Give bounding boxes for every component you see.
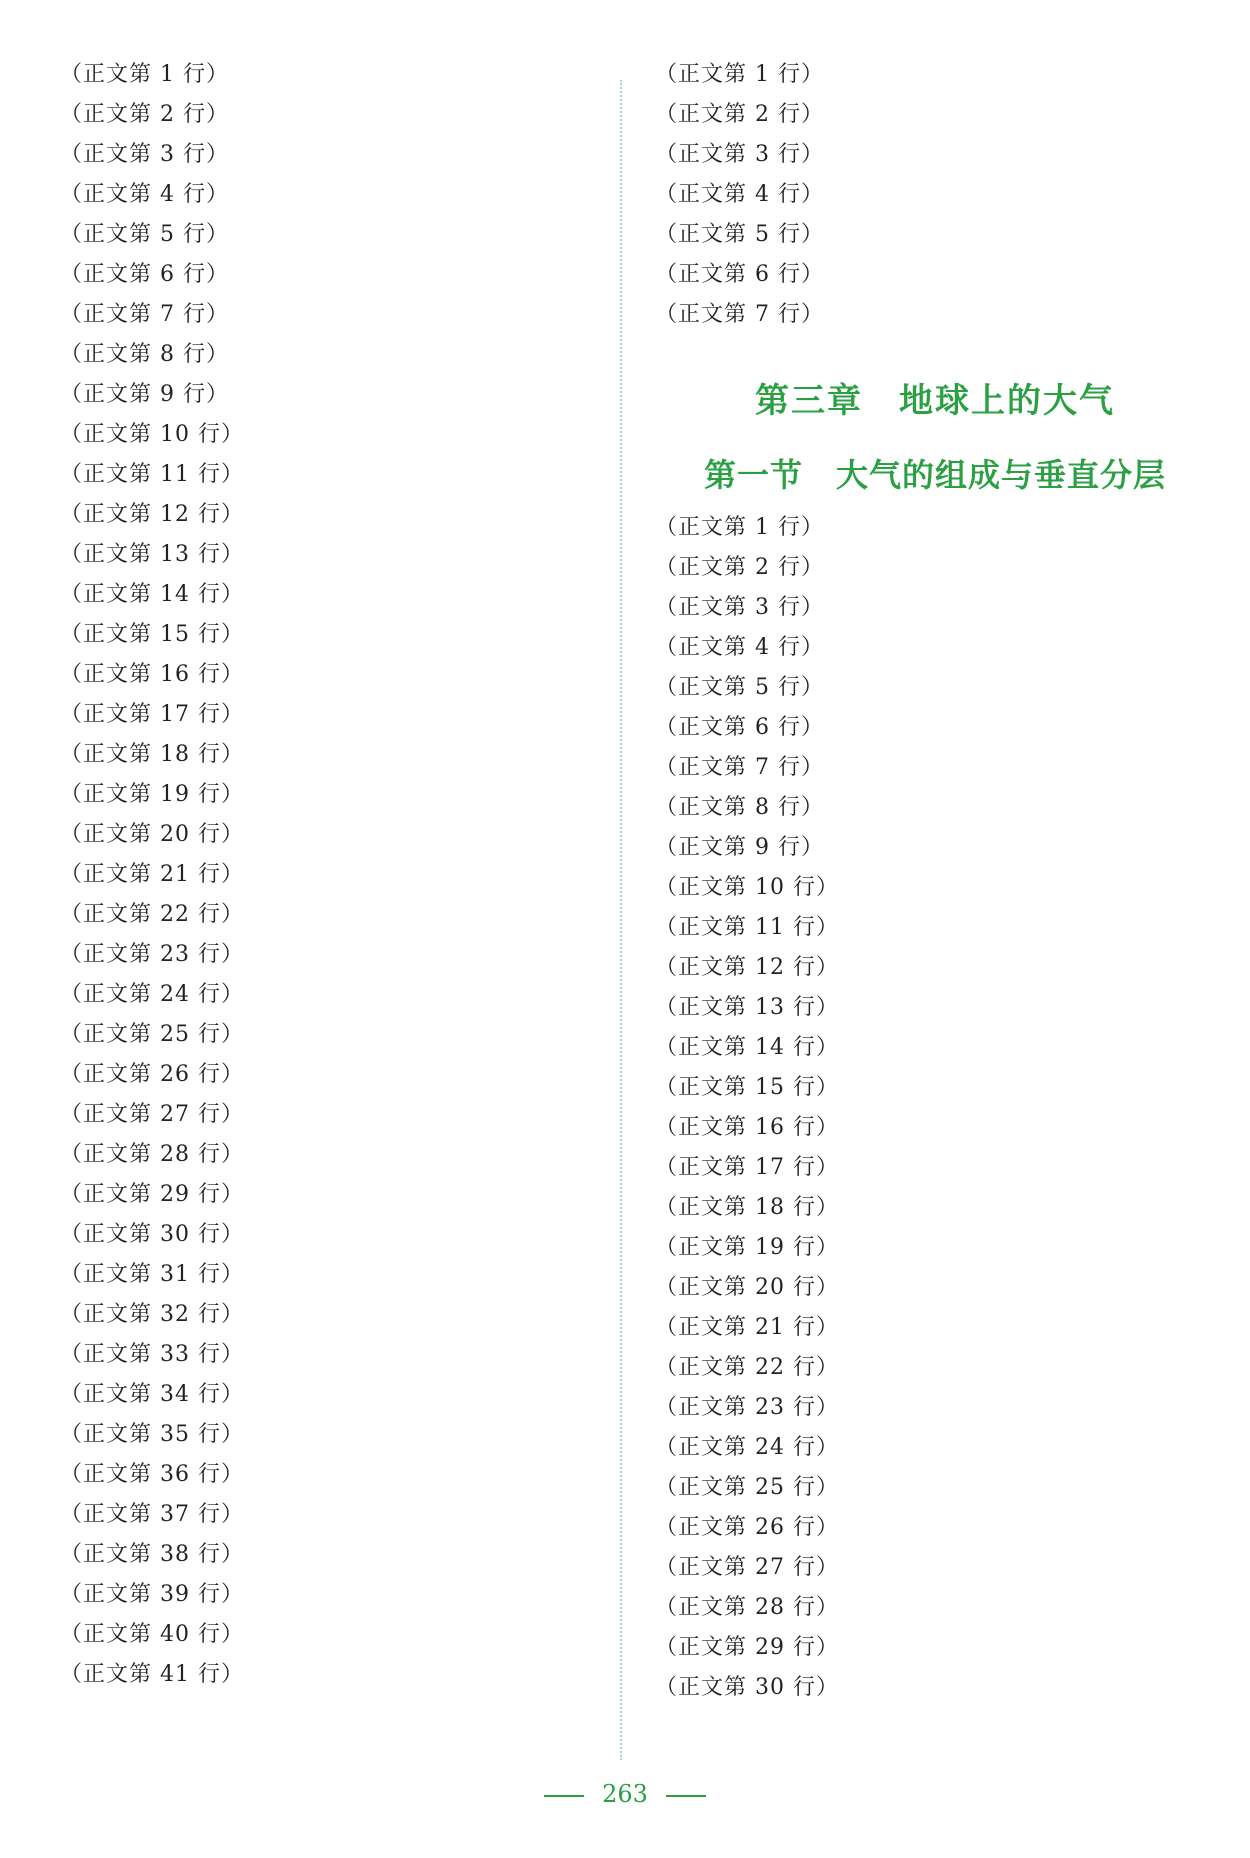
text-line: （正文第 3 行） (655, 142, 824, 167)
text-line: （正文第 31 行） (60, 1262, 244, 1287)
text-line: （正文第 28 行） (655, 1595, 839, 1620)
column-divider (620, 80, 622, 1760)
text-line: （正文第 27 行） (60, 1102, 244, 1127)
text-line: （正文第 4 行） (655, 182, 824, 207)
text-line: （正文第 20 行） (60, 822, 244, 847)
text-line: （正文第 12 行） (655, 955, 839, 980)
text-line: （正文第 11 行） (60, 462, 244, 487)
text-line: （正文第 33 行） (60, 1342, 244, 1367)
text-line: （正文第 7 行） (60, 302, 229, 327)
text-line: （正文第 10 行） (655, 875, 839, 900)
text-line: （正文第 22 行） (655, 1355, 839, 1380)
text-line: （正文第 8 行） (655, 795, 824, 820)
text-line: （正文第 6 行） (60, 262, 229, 287)
text-line: （正文第 18 行） (655, 1195, 839, 1220)
text-line: （正文第 16 行） (655, 1115, 839, 1140)
text-line: （正文第 14 行） (655, 1035, 839, 1060)
text-line: （正文第 15 行） (60, 622, 244, 647)
text-line: （正文第 7 行） (655, 755, 824, 780)
text-line: （正文第 30 行） (60, 1222, 244, 1247)
text-line: （正文第 5 行） (60, 222, 229, 247)
text-line: （正文第 15 行） (655, 1075, 839, 1100)
text-line: （正文第 35 行） (60, 1422, 244, 1447)
text-line: （正文第 29 行） (655, 1635, 839, 1660)
chapter-title: 第三章 地球上的大气 (755, 381, 1115, 421)
text-line: （正文第 2 行） (655, 555, 824, 580)
text-line: （正文第 17 行） (655, 1155, 839, 1180)
text-line: （正文第 5 行） (655, 675, 824, 700)
text-line: （正文第 19 行） (60, 782, 244, 807)
text-line: （正文第 11 行） (655, 915, 839, 940)
text-line: （正文第 9 行） (655, 835, 824, 860)
text-line: （正文第 27 行） (655, 1555, 839, 1580)
text-line: （正文第 1 行） (655, 515, 824, 540)
text-line: （正文第 7 行） (655, 302, 824, 327)
page-number: 263 (602, 1780, 648, 1808)
text-line: （正文第 5 行） (655, 222, 824, 247)
text-line: （正文第 16 行） (60, 662, 244, 687)
text-line: （正文第 25 行） (60, 1022, 244, 1047)
text-line: （正文第 30 行） (655, 1675, 839, 1700)
text-line: （正文第 37 行） (60, 1502, 244, 1527)
text-line: （正文第 13 行） (655, 995, 839, 1020)
text-line: （正文第 8 行） (60, 342, 229, 367)
text-line: （正文第 34 行） (60, 1382, 244, 1407)
text-line: （正文第 6 行） (655, 715, 824, 740)
text-line: （正文第 4 行） (60, 182, 229, 207)
text-line: （正文第 1 行） (60, 62, 229, 87)
text-line: （正文第 24 行） (655, 1435, 839, 1460)
text-line: （正文第 14 行） (60, 582, 244, 607)
text-line: （正文第 41 行） (60, 1662, 244, 1687)
text-line: （正文第 2 行） (655, 102, 824, 127)
text-line: （正文第 29 行） (60, 1182, 244, 1207)
text-line: （正文第 1 行） (655, 62, 824, 87)
text-line: （正文第 25 行） (655, 1475, 839, 1500)
text-line: （正文第 23 行） (60, 942, 244, 967)
text-line: （正文第 3 行） (655, 595, 824, 620)
right-column (655, 55, 1215, 1708)
text-line: （正文第 23 行） (655, 1395, 839, 1420)
text-line: （正文第 9 行） (60, 382, 229, 407)
text-line: （正文第 13 行） (60, 542, 244, 567)
text-line: （正文第 17 行） (60, 702, 244, 727)
text-line: （正文第 22 行） (60, 902, 244, 927)
text-line: （正文第 39 行） (60, 1582, 244, 1607)
text-line: （正文第 38 行） (60, 1542, 244, 1567)
text-line: （正文第 12 行） (60, 502, 244, 527)
text-line: （正文第 26 行） (655, 1515, 839, 1540)
section-title: 第一节 大气的组成与垂直分层 (703, 456, 1166, 494)
text-line: （正文第 19 行） (655, 1235, 839, 1260)
text-line: （正文第 4 行） (655, 635, 824, 660)
text-line: （正文第 18 行） (60, 742, 244, 767)
text-line: （正文第 20 行） (655, 1275, 839, 1300)
text-line: （正文第 36 行） (60, 1462, 244, 1487)
text-line: （正文第 40 行） (60, 1622, 244, 1647)
text-line: （正文第 21 行） (655, 1315, 839, 1340)
footer-dash-right (666, 1795, 706, 1797)
text-line: （正文第 32 行） (60, 1302, 244, 1327)
text-line: （正文第 2 行） (60, 102, 229, 127)
text-line: （正文第 3 行） (60, 142, 229, 167)
text-line: （正文第 21 行） (60, 862, 244, 887)
text-line: （正文第 26 行） (60, 1062, 244, 1087)
page-footer (0, 1780, 1250, 1808)
text-line: （正文第 24 行） (60, 982, 244, 1007)
left-column (60, 55, 620, 1695)
text-line: （正文第 10 行） (60, 422, 244, 447)
text-line: （正文第 6 行） (655, 262, 824, 287)
text-line: （正文第 28 行） (60, 1142, 244, 1167)
footer-dash-left (544, 1795, 584, 1797)
